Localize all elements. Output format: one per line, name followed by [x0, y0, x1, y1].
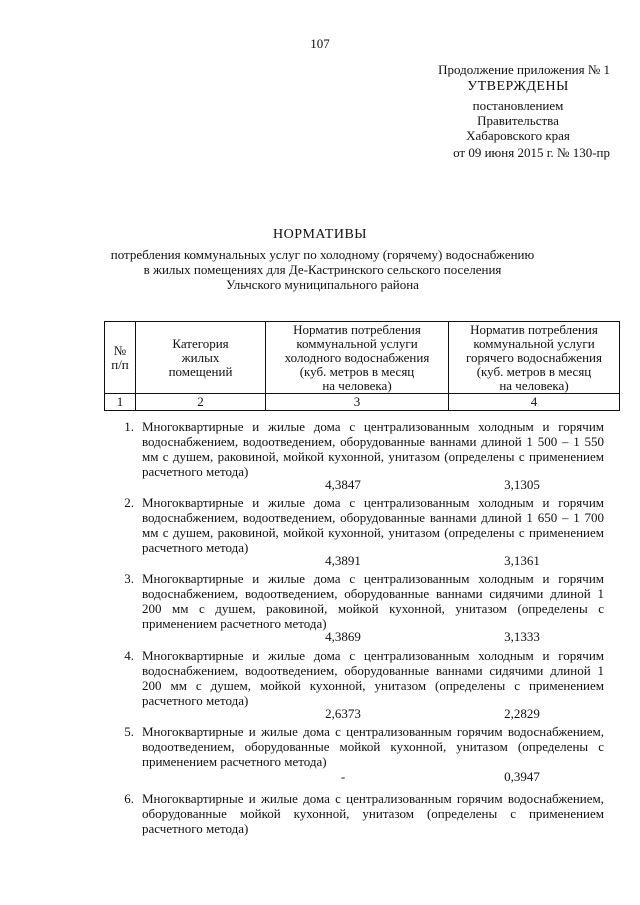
row-number: 2. [124, 495, 134, 510]
subtitle-line: в жилых помещениях для Де-Кастринского сельского поселения [143, 262, 502, 277]
header-hot-norm: Норматив потребления коммунальной услуги горячего водоснабжения (куб. метров в месяц на человека) [449, 322, 620, 394]
row-description: Многоквартирные и жилые дома с централизованным холодным и горячим водоснабжением, водоотведением, оборудованные ваннами длиной 1 500 – 1 550 мм с душем, раковиной, мойкой кухонной, унитазом (определены с применением расчетного метода) [142, 419, 604, 479]
row-number: 5. [124, 724, 134, 739]
row-cold-value: 2,6373 [325, 706, 361, 721]
norms-table-header [104, 321, 620, 411]
document-subtitle [60, 247, 585, 292]
approval-line-1: постановлением [472, 98, 564, 113]
row-cold-value: 4,3891 [325, 553, 361, 568]
page-number: 107 [310, 36, 330, 51]
approval-date: от 09 июня 2015 г. № 130-пр [453, 145, 610, 160]
approval-line-3: Хабаровского края [466, 128, 570, 143]
column-number: 4 [449, 394, 620, 411]
row-hot-value: 3,1333 [504, 629, 540, 644]
approval-line-2: Правительства [477, 113, 559, 128]
row-description: Многоквартирные и жилые дома с централизованным горячим водоснабжением, водоотведением, оборудованные мойкой кухонной, унитазом (определены с применением расчетного метода) [142, 724, 604, 769]
column-number: 1 [105, 394, 136, 411]
row-number: 6. [124, 791, 134, 806]
row-cold-value: - [340, 769, 346, 784]
row-hot-value: 3,1305 [504, 477, 540, 492]
row-description: Многоквартирные и жилые дома с централизованным холодным и горячим водоснабжением, водоотведением, оборудованные ваннами сидячими длиной 1 200 мм с душем, раковиной, мойкой кухонной, унитазом (определены с применением расчетного метода) [142, 571, 604, 631]
approval-continuation: Продолжение приложения № 1 [438, 62, 610, 77]
row-number: 4. [124, 648, 134, 663]
header-cold-norm: Норматив потребления коммунальной услуги холодного водоснабжения (куб. метров в месяц на человека) [266, 322, 449, 394]
header-num: № п/п [105, 322, 136, 394]
row-hot-value: 2,2829 [504, 706, 540, 721]
row-number: 1. [124, 419, 134, 434]
row-description: Многоквартирные и жилые дома с централизованным горячим водоснабжением, оборудованные мойкой кухонной, унитазом (определены с применением расчетного метода) [142, 791, 604, 836]
column-number: 2 [136, 394, 266, 411]
row-description: Многоквартирные и жилые дома с централизованным холодным и горячим водоснабжением, водоотведением, оборудованные ваннами сидячими длиной 1 200 мм с душем, мойкой кухонной, унитазом (определены с применением расчетного метода) [142, 648, 604, 708]
header-category: Категория жилых помещений [136, 322, 266, 394]
row-hot-value: 3,1361 [504, 553, 540, 568]
row-number: 3. [124, 571, 134, 586]
row-hot-value: 0,3947 [504, 769, 540, 784]
column-number: 3 [266, 394, 449, 411]
subtitle-line: Ульчского муниципального района [226, 277, 419, 292]
document-title: НОРМАТИВЫ [272, 227, 368, 242]
subtitle-line: потребления коммунальных услуг по холодному (горячему) водоснабжению [110, 247, 535, 262]
approval-approved: УТВЕРЖДЕНЫ [467, 79, 569, 94]
row-cold-value: 4,3847 [325, 477, 361, 492]
row-cold-value: 4,3869 [325, 629, 361, 644]
row-description: Многоквартирные и жилые дома с централизованным холодным и горячим водоснабжением, водоотведением, оборудованные ваннами длиной 1 650 – 1 700 мм с душем, раковиной, мойкой кухонной, унитазом (определены с применением расчетного метода) [142, 495, 604, 555]
